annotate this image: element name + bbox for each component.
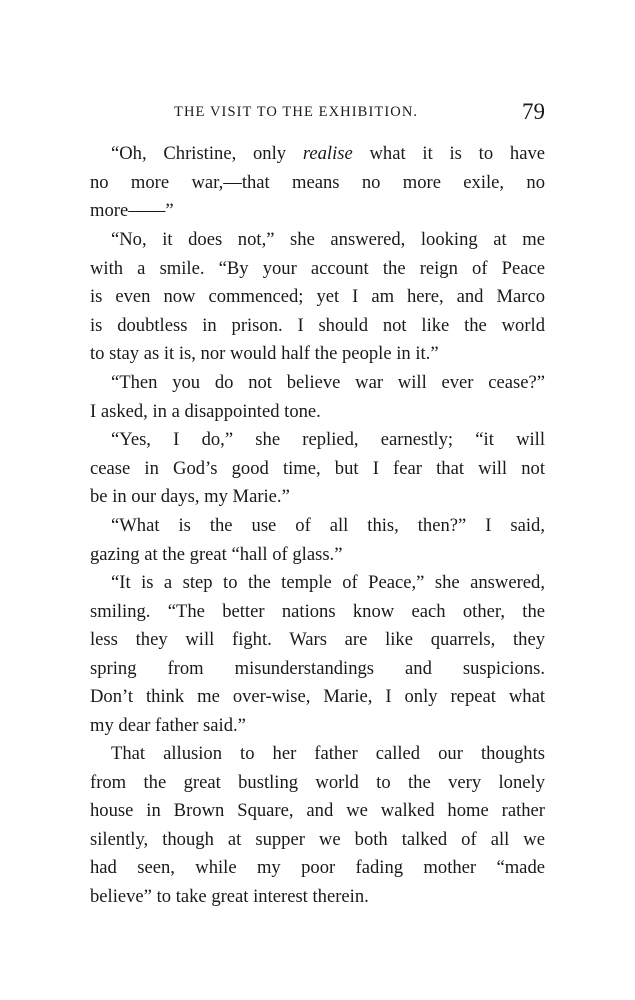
text-line: That allusion to her father called our thoughts bbox=[111, 743, 545, 764]
text-line: house in Brown Square, and we walked home rather bbox=[90, 800, 545, 821]
text-line: is doubtless in prison. I should not like the world bbox=[90, 314, 545, 336]
text-line: no more war,—that means no more exile, no bbox=[90, 171, 545, 193]
text-line: I asked, in a disappointed tone. bbox=[90, 400, 321, 422]
text-line: my dear father said.” bbox=[90, 714, 246, 736]
text-line: Don’t think me over-wise, Marie, I only repeat what bbox=[90, 686, 545, 707]
text-line: had seen, while my poor fading mother “made bbox=[90, 857, 545, 878]
text-line: less they will fight. Wars are like quarrels, they bbox=[90, 629, 545, 650]
text-line: “It is a step to the temple of Peace,” she answered, bbox=[111, 572, 545, 593]
text-line: more——” bbox=[90, 200, 174, 221]
text-line: silently, though at supper we both talked of all we bbox=[90, 828, 545, 850]
text-line: is even now commenced; yet I am here, and Marco bbox=[90, 286, 545, 307]
text-line: “Then you do not believe war will ever cease?” bbox=[111, 372, 545, 393]
text-line: smiling. “The better nations know each other, the bbox=[90, 600, 545, 622]
text-line: cease in God’s good time, but I fear that will not bbox=[90, 457, 545, 479]
text-line: be in our days, my Marie.” bbox=[90, 486, 290, 507]
text-line: to stay as it is, nor would half the people in it.” bbox=[90, 343, 439, 364]
text-line: believe” to take great interest therein. bbox=[90, 885, 369, 907]
text-line: gazing at the great “hall of glass.” bbox=[90, 543, 343, 565]
text-line: from the great bustling world to the very lonely bbox=[90, 771, 545, 793]
text-line: “Oh, Christine, only realise what it is to have bbox=[111, 143, 546, 164]
text-line: “No, it does not,” she answered, looking at me bbox=[111, 229, 545, 250]
text-line: “What is the use of all this, then?” I said, bbox=[111, 515, 545, 536]
text-line: with a smile. “By your account the reign of Peace bbox=[90, 257, 545, 279]
page-number: 79 bbox=[522, 99, 545, 124]
text-line: spring from misunderstandings and suspicions. bbox=[90, 657, 545, 679]
text-line: “Yes, I do,” she replied, earnestly; “it will bbox=[111, 429, 545, 450]
running-title: THE VISIT TO THE EXHIBITION. bbox=[174, 104, 419, 120]
running-head bbox=[90, 100, 545, 126]
